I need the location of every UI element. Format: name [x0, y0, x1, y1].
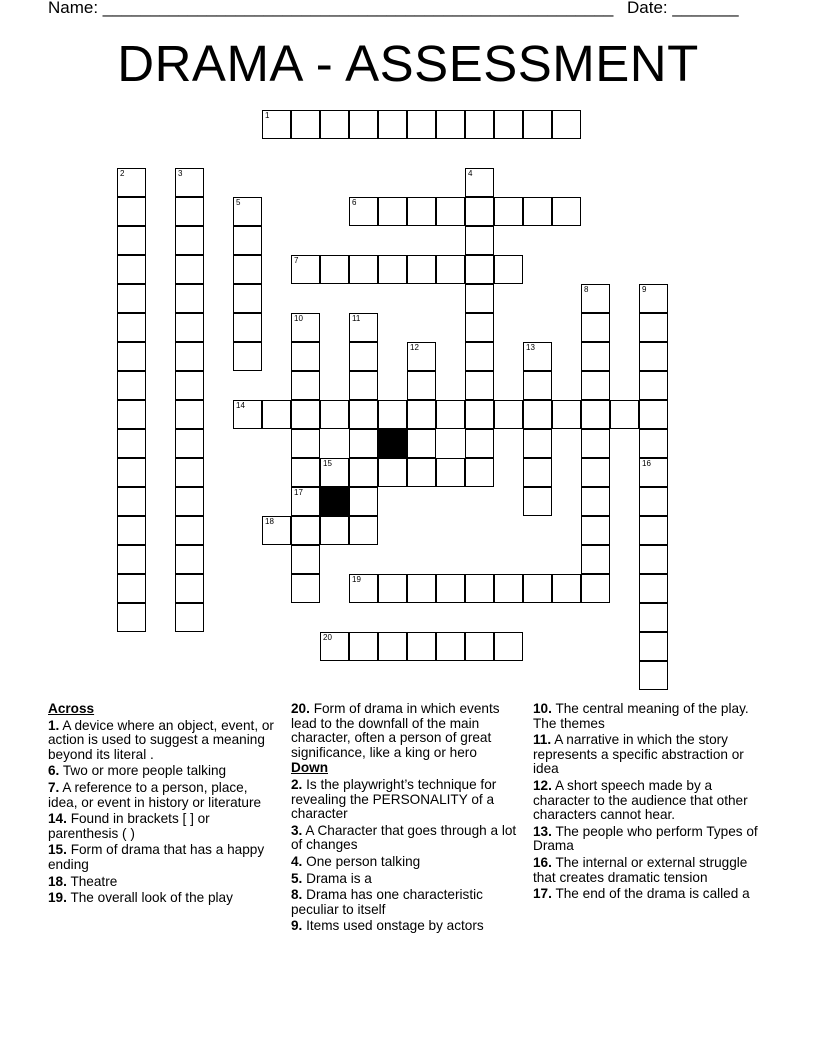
crossword-cell[interactable]	[349, 255, 378, 284]
crossword-cell[interactable]	[639, 313, 668, 342]
crossword-cell[interactable]	[378, 458, 407, 487]
crossword-cell[interactable]	[291, 574, 320, 603]
crossword-cell[interactable]	[407, 371, 436, 400]
crossword-cell[interactable]	[117, 226, 146, 255]
crossword-cell[interactable]	[291, 371, 320, 400]
clue-down-13: 13. The people who perform Types of Drama	[533, 823, 758, 854]
crossword-cell[interactable]	[523, 342, 552, 371]
crossword-cell[interactable]	[407, 342, 436, 371]
down-heading: Down	[291, 760, 328, 776]
cell-number: 18	[265, 517, 274, 526]
crossword-cell[interactable]	[552, 400, 581, 429]
crossword-cell[interactable]	[581, 371, 610, 400]
crossword-cell[interactable]	[639, 545, 668, 574]
crossword-cell[interactable]	[523, 371, 552, 400]
crossword-cell[interactable]	[349, 313, 378, 342]
crossword-cell[interactable]	[407, 632, 436, 661]
crossword-cell[interactable]	[581, 400, 610, 429]
crossword-cell[interactable]	[320, 255, 349, 284]
crossword-cell[interactable]	[639, 458, 668, 487]
clue-down-10: 10. The central meaning of the play. The themes	[533, 701, 749, 731]
crossword-cell[interactable]	[465, 632, 494, 661]
crossword-cell[interactable]	[523, 197, 552, 226]
clue-down-16: 16. The internal or external struggle that creates dramatic tension	[533, 854, 748, 885]
crossword-cell[interactable]	[233, 197, 262, 226]
crossword-cell[interactable]	[262, 516, 291, 545]
crossword-cell[interactable]	[378, 400, 407, 429]
crossword-cell[interactable]	[494, 400, 523, 429]
crossword-cell[interactable]	[581, 284, 610, 313]
crossword-cell[interactable]	[175, 313, 204, 342]
crossword-cell[interactable]	[378, 197, 407, 226]
crossword-cell[interactable]	[175, 284, 204, 313]
crossword-cell[interactable]	[378, 574, 407, 603]
name-field-label: Name: ______________________________________________________	[48, 0, 614, 17]
crossword-cell[interactable]	[436, 110, 465, 139]
crossword-cell[interactable]	[639, 487, 668, 516]
clue-down-11: 11. A narrative in which the story represents a specific abstraction or idea	[533, 732, 744, 777]
crossword-cell[interactable]	[349, 429, 378, 458]
crossword-cell[interactable]	[262, 110, 291, 139]
clue-down-5: 5. Drama is a	[291, 870, 372, 886]
crossword-cell[interactable]	[465, 197, 494, 226]
cell-number: 3	[178, 169, 183, 178]
crossword-cell[interactable]	[465, 284, 494, 313]
crossword-cell[interactable]	[175, 342, 204, 371]
cell-number: 5	[236, 198, 241, 207]
crossword-cell[interactable]	[465, 313, 494, 342]
crossword-cell[interactable]	[465, 255, 494, 284]
crossword-cell[interactable]	[291, 400, 320, 429]
crossword-cell[interactable]	[291, 458, 320, 487]
crossword-cell[interactable]	[117, 400, 146, 429]
crossword-cell[interactable]	[639, 400, 668, 429]
crossword-cell[interactable]	[175, 197, 204, 226]
clues-column-3	[533, 701, 771, 902]
crossword-cell[interactable]	[436, 458, 465, 487]
crossword-cell[interactable]	[436, 632, 465, 661]
crossword-cell[interactable]	[407, 255, 436, 284]
crossword-cell[interactable]	[117, 371, 146, 400]
cell-number: 17	[294, 488, 303, 497]
crossword-cell[interactable]	[494, 255, 523, 284]
crossword-cell[interactable]	[117, 574, 146, 603]
crossword-cell[interactable]	[639, 371, 668, 400]
cell-number: 7	[294, 256, 299, 265]
crossword-cell[interactable]	[639, 429, 668, 458]
crossword-cell[interactable]	[581, 458, 610, 487]
crossword-cell[interactable]	[639, 342, 668, 371]
crossword-black-square	[320, 487, 349, 516]
crossword-cell[interactable]	[349, 110, 378, 139]
crossword-cell[interactable]	[233, 313, 262, 342]
crossword-cell[interactable]	[233, 284, 262, 313]
crossword-cell[interactable]	[465, 168, 494, 197]
cell-number: 20	[323, 633, 332, 642]
crossword-cell[interactable]	[581, 429, 610, 458]
crossword-cell[interactable]	[117, 487, 146, 516]
clue-down-17: 17. The end of the drama is called a	[533, 886, 750, 902]
crossword-cell[interactable]	[465, 458, 494, 487]
crossword-cell[interactable]	[407, 574, 436, 603]
crossword-cell[interactable]	[610, 400, 639, 429]
crossword-cell[interactable]	[581, 545, 610, 574]
crossword-cell[interactable]	[465, 429, 494, 458]
cell-number: 1	[265, 111, 270, 120]
crossword-cell[interactable]	[117, 342, 146, 371]
crossword-cell[interactable]	[117, 516, 146, 545]
clue-across-20: 20. Form of drama in which events lead to the downfall of the main character, often a person of great significance, like a king or hero	[291, 701, 500, 760]
cell-number: 6	[352, 198, 357, 207]
crossword-cell[interactable]	[175, 545, 204, 574]
crossword-cell[interactable]	[175, 168, 204, 197]
crossword-cell[interactable]	[117, 603, 146, 632]
crossword-cell[interactable]	[378, 632, 407, 661]
crossword-cell[interactable]	[436, 400, 465, 429]
crossword-cell[interactable]	[465, 226, 494, 255]
date-field-label: Date: _______	[627, 0, 739, 17]
crossword-cell[interactable]	[117, 545, 146, 574]
crossword-cell[interactable]	[262, 400, 291, 429]
crossword-cell[interactable]	[581, 574, 610, 603]
across-heading: Across	[48, 701, 95, 716]
clue-down-3: 3. A Character that goes through a lot of changes	[291, 822, 517, 853]
crossword-cell[interactable]	[175, 603, 204, 632]
crossword-cell[interactable]	[581, 487, 610, 516]
crossword-cell[interactable]	[291, 429, 320, 458]
crossword-cell[interactable]	[291, 255, 320, 284]
crossword-cell[interactable]	[291, 110, 320, 139]
crossword-cell[interactable]	[407, 197, 436, 226]
crossword-cell[interactable]	[175, 226, 204, 255]
cell-number: 10	[294, 314, 303, 323]
clues-column-2	[291, 701, 519, 934]
cell-number: 16	[642, 459, 651, 468]
clue-across-18: 18. Theatre	[48, 873, 118, 889]
crossword-cell[interactable]	[407, 400, 436, 429]
crossword-cell[interactable]	[494, 632, 523, 661]
crossword-cell[interactable]	[465, 400, 494, 429]
crossword-cell[interactable]	[320, 458, 349, 487]
crossword-cell[interactable]	[639, 284, 668, 313]
crossword-cell[interactable]	[436, 574, 465, 603]
crossword-cell[interactable]	[436, 255, 465, 284]
crossword-cell[interactable]	[523, 574, 552, 603]
crossword-cell[interactable]	[175, 458, 204, 487]
crossword-cell[interactable]	[349, 400, 378, 429]
crossword-cell[interactable]	[465, 371, 494, 400]
crossword-cell[interactable]	[291, 516, 320, 545]
clue-down-12: 12. A short speech made by a character to the audience that other characters cannot hear.	[533, 777, 748, 823]
crossword-cell[interactable]	[523, 400, 552, 429]
clue-across-7: 7. A reference to a person, place, idea, or event in history or literature	[48, 779, 262, 810]
crossword-cell[interactable]	[581, 313, 610, 342]
clue-across-19: 19. The overall look of the play	[48, 890, 233, 906]
crossword-cell[interactable]	[349, 574, 378, 603]
crossword-cell[interactable]	[117, 313, 146, 342]
crossword-cell[interactable]	[320, 516, 349, 545]
crossword-cell[interactable]	[291, 342, 320, 371]
crossword-cell[interactable]	[291, 545, 320, 574]
cell-number: 12	[410, 343, 419, 352]
crossword-cell[interactable]	[233, 226, 262, 255]
page-title: DRAMA - ASSESSMENT	[117, 35, 699, 92]
crossword-cell[interactable]	[175, 487, 204, 516]
crossword-cell[interactable]	[117, 255, 146, 284]
crossword-cell[interactable]	[407, 458, 436, 487]
crossword-cell[interactable]	[349, 197, 378, 226]
crossword-cell[interactable]	[320, 110, 349, 139]
clue-down-2: 2. Is the playwright’s technique for revealing the PERSONALITY of a character	[291, 776, 497, 822]
cell-number: 13	[526, 343, 535, 352]
crossword-cell[interactable]	[639, 661, 668, 690]
crossword-cell[interactable]	[291, 487, 320, 516]
crossword-cell[interactable]	[175, 516, 204, 545]
clue-down-8: 8. Drama has one characteristic peculiar to itself	[291, 887, 483, 917]
crossword-cell[interactable]	[320, 632, 349, 661]
crossword-cell[interactable]	[117, 168, 146, 197]
crossword-cell[interactable]	[233, 400, 262, 429]
crossword-black-square	[378, 429, 407, 458]
crossword-cell[interactable]	[117, 197, 146, 226]
crossword-cell[interactable]	[175, 400, 204, 429]
crossword-cell[interactable]	[117, 458, 146, 487]
crossword-cell[interactable]	[552, 110, 581, 139]
clues-column-1	[48, 701, 280, 906]
crossword-cell[interactable]	[523, 487, 552, 516]
cell-number: 2	[120, 169, 125, 178]
crossword-cell[interactable]	[494, 574, 523, 603]
crossword-cell[interactable]	[407, 429, 436, 458]
crossword-cell[interactable]	[117, 429, 146, 458]
crossword-cell[interactable]	[175, 574, 204, 603]
crossword-cell[interactable]	[639, 603, 668, 632]
crossword-cell[interactable]	[349, 516, 378, 545]
cell-number: 14	[236, 401, 245, 410]
cell-number: 11	[352, 314, 361, 323]
crossword-cell[interactable]	[523, 110, 552, 139]
crossword-cell[interactable]	[233, 255, 262, 284]
crossword-cell[interactable]	[523, 458, 552, 487]
crossword-cell[interactable]	[349, 342, 378, 371]
crossword-cell[interactable]	[349, 371, 378, 400]
crossword-cell[interactable]	[117, 284, 146, 313]
crossword-cell[interactable]	[175, 371, 204, 400]
crossword-cell[interactable]	[291, 313, 320, 342]
clue-across-15: 15. Form of drama that has a happy ending	[48, 842, 265, 872]
crossword-cell[interactable]	[175, 429, 204, 458]
crossword-cell[interactable]	[436, 197, 465, 226]
crossword-cell[interactable]	[407, 110, 436, 139]
clue-down-9: 9. Items used onstage by actors	[291, 918, 484, 934]
crossword-cell[interactable]	[378, 110, 407, 139]
cell-number: 19	[352, 575, 361, 584]
crossword-cell[interactable]	[349, 632, 378, 661]
cell-number: 9	[642, 285, 647, 294]
cell-number: 8	[584, 285, 589, 294]
crossword-cell[interactable]	[523, 429, 552, 458]
cell-number: 4	[468, 169, 473, 178]
crossword-cell[interactable]	[378, 255, 407, 284]
clue-across-1: 1. A device where an object, event, or action is used to suggest a meaning beyond its literal .	[48, 717, 274, 762]
crossword-cell[interactable]	[349, 487, 378, 516]
crossword-cell[interactable]	[465, 574, 494, 603]
crossword-cell[interactable]	[639, 516, 668, 545]
crossword-cell[interactable]	[175, 255, 204, 284]
crossword-cell[interactable]	[581, 342, 610, 371]
crossword-cell[interactable]	[639, 574, 668, 603]
crossword-cell[interactable]	[552, 574, 581, 603]
crossword-cell[interactable]	[233, 342, 262, 371]
clue-across-14: 14. Found in brackets [ ] or parenthesis ( )	[48, 811, 210, 841]
clue-down-4: 4. One person talking	[291, 853, 421, 869]
crossword-cell[interactable]	[320, 400, 349, 429]
crossword-cell[interactable]	[639, 632, 668, 661]
clue-across-6: 6. Two or more people talking	[48, 763, 227, 779]
crossword-cell[interactable]	[581, 516, 610, 545]
crossword-cell[interactable]	[465, 342, 494, 371]
crossword-cell[interactable]	[552, 197, 581, 226]
crossword-cell[interactable]	[349, 458, 378, 487]
crossword-cell[interactable]	[494, 110, 523, 139]
cell-number: 15	[323, 459, 332, 468]
crossword-cell[interactable]	[494, 197, 523, 226]
crossword-cell[interactable]	[465, 110, 494, 139]
